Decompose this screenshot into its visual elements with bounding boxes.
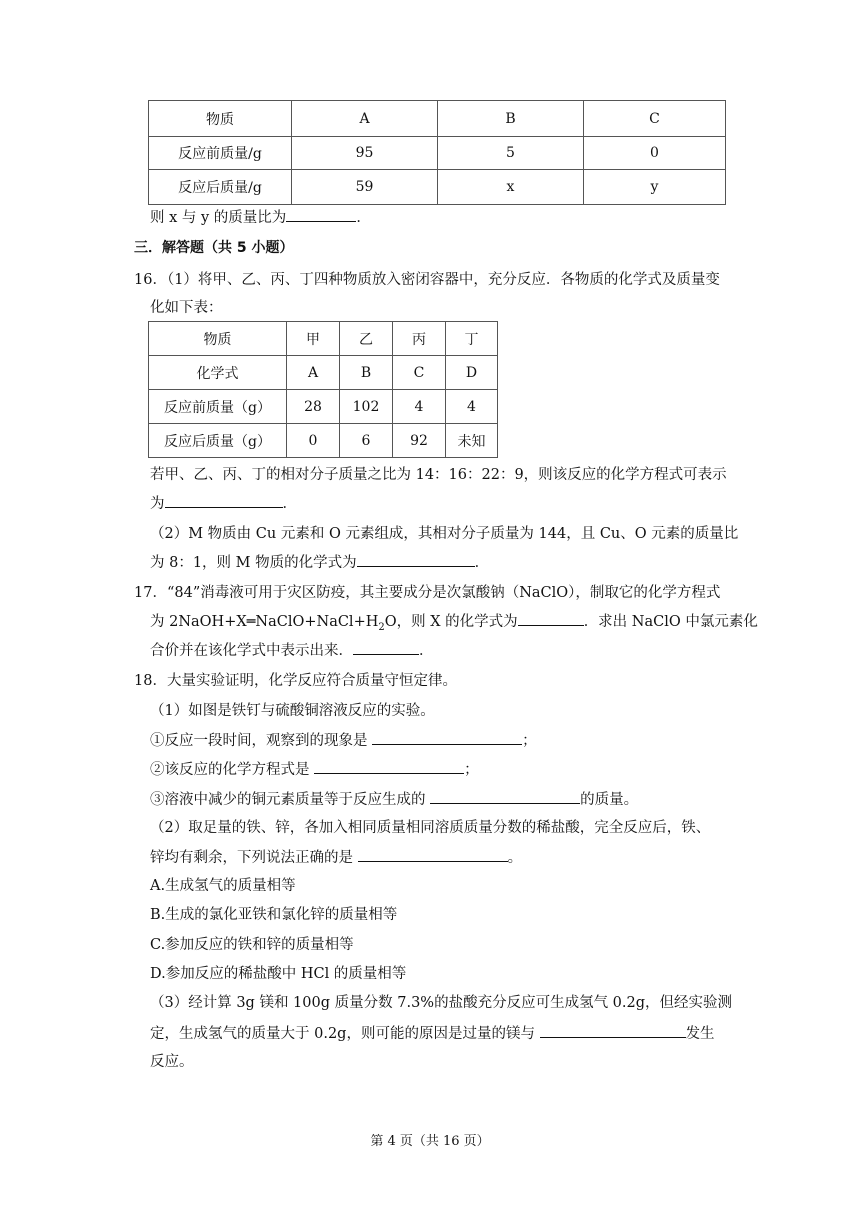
table-cell: 丁 xyxy=(446,322,498,356)
table-cell: 28 xyxy=(287,390,340,424)
option-b: B.生成的氯化亚铁和氯化锌的质量相等 xyxy=(150,907,398,923)
answer-blank[interactable] xyxy=(540,1023,686,1038)
table-header-row xyxy=(149,322,498,356)
table-cell: A xyxy=(292,101,438,137)
q16-line-1: 16．（1）将甲、乙、丙、丁四种物质放入密闭容器中，充分反应．各物质的化学式及质量变 xyxy=(134,272,720,288)
q18-sub2 xyxy=(150,759,479,780)
table-cell: 6 xyxy=(340,424,393,458)
question-text: 定，生成氢气的质量大于 0.2g，则可能的原因是过量的镁与 xyxy=(150,1026,535,1042)
q18-sub1 xyxy=(150,730,537,751)
question-text: ． xyxy=(356,210,371,226)
question-text: 则 x 与 y 的质量比为 xyxy=(150,210,287,226)
q16-line-2: 化如下表： xyxy=(150,300,223,316)
table-header-row xyxy=(149,101,726,137)
table-cell: C xyxy=(393,356,446,390)
q17-line-2 xyxy=(150,611,758,638)
table-row xyxy=(149,170,726,205)
table-cell: 反应后质量（g） xyxy=(149,424,287,458)
table-cell: y xyxy=(584,170,726,205)
q16-line-3: 若甲、乙、丙、丁的相对分子质量之比为 14：16：22：9，则该反应的化学方程式可表示 xyxy=(150,467,727,483)
table-cell: 5 xyxy=(438,137,584,170)
table-cell: 102 xyxy=(340,390,393,424)
table-cell: 反应后质量/g xyxy=(149,170,292,205)
question-text: 为 2NaOH+X═NaClO+NaCl+H xyxy=(150,614,379,630)
section-heading: 三．解答题（共 5 小题） xyxy=(134,240,294,256)
question-text: ②该反应的化学方程式是 xyxy=(150,762,310,778)
table-cell: 反应前质量（g） xyxy=(149,390,287,424)
mass-table-q15 xyxy=(148,100,726,205)
question-text: 为 8：1，则 M 物质的化学式为 xyxy=(150,555,357,571)
table-cell: 丙 xyxy=(393,322,446,356)
question-text: ； xyxy=(522,733,537,749)
table-cell: C xyxy=(584,101,726,137)
question-text: ． xyxy=(474,555,490,571)
table-row xyxy=(149,356,498,390)
q17-line-1: 17．“84”消毒液可用于灾区防疫，其主要成分是次氯酸钠（NaClO），制取它的化学方程式 xyxy=(134,585,721,601)
table-cell: 95 xyxy=(292,137,438,170)
answer-blank[interactable] xyxy=(372,730,522,745)
question-text: 发生 xyxy=(685,1026,715,1042)
q18-line-1: 18．大量实验证明，化学反应符合质量守恒定律。 xyxy=(134,673,457,689)
answer-blank[interactable] xyxy=(314,759,464,774)
q18-part2-line-1: （2）取足量的铁、锌，各加入相同质量相同溶质质量分数的稀盐酸，完全反应后，铁、 xyxy=(150,820,711,836)
answer-blank[interactable] xyxy=(430,789,580,804)
table-cell: 反应前质量/g xyxy=(149,137,292,170)
question-text: ．求出 NaClO 中氯元素化 xyxy=(583,614,758,630)
answer-blank[interactable] xyxy=(357,552,475,567)
table-cell: 物质 xyxy=(149,101,292,137)
table-cell: 甲 xyxy=(287,322,340,356)
table-cell: 4 xyxy=(393,390,446,424)
question-text: 的质量。 xyxy=(580,792,639,808)
table-cell: 59 xyxy=(292,170,438,205)
q16-part2-line-1: （2）M 物质由 Cu 元素和 O 元素组成，其相对分子质量为 144，且 Cu、O 元素的质量比 xyxy=(150,526,739,542)
table-cell: B xyxy=(340,356,393,390)
question-text: ③溶液中减少的铜元素质量等于反应生成的 xyxy=(150,792,426,808)
question-text: ． xyxy=(419,643,434,659)
table-cell: 0 xyxy=(584,137,726,170)
answer-blank[interactable] xyxy=(358,847,508,862)
q18-part2-line-2 xyxy=(150,847,522,868)
q18-sub3 xyxy=(150,789,638,810)
answer-blank[interactable] xyxy=(353,640,419,655)
q18-part3-line-2 xyxy=(150,1023,715,1044)
answer-blank[interactable] xyxy=(518,611,584,626)
question-text: ； xyxy=(464,762,479,778)
page-footer: 第 4 页（共 16 页） xyxy=(370,1134,490,1149)
question-text: 锌均有剩余，下列说法正确的是 xyxy=(150,850,353,866)
q16-part2-line-2 xyxy=(150,552,489,573)
question-text: ①反应一段时间，观察到的现象是 xyxy=(150,733,368,749)
table-row xyxy=(149,137,726,170)
option-d: D.参加反应的稀盐酸中 HCl 的质量相等 xyxy=(150,966,407,982)
q16-line-4 xyxy=(150,493,297,514)
table-cell: 物质 xyxy=(149,322,287,356)
table-cell: D xyxy=(446,356,498,390)
q18-part3-line-3: 反应。 xyxy=(150,1054,194,1070)
subscript: 2 xyxy=(378,621,385,633)
question-text: O，则 X 的化学式为 xyxy=(384,614,518,630)
question-text: 。 xyxy=(507,850,523,866)
option-a: A.生成氢气的质量相等 xyxy=(150,878,296,894)
q18-part1: （1）如图是铁钉与硫酸铜溶液反应的实验。 xyxy=(150,703,435,719)
question-text: 合价并在该化学式中表示出来． xyxy=(150,643,353,659)
table-cell: 0 xyxy=(287,424,340,458)
option-c: C.参加反应的铁和锌的质量相等 xyxy=(150,937,354,953)
table-cell: x xyxy=(438,170,584,205)
q18-part3-line-1: （3）经计算 3g 镁和 100g 质量分数 7.3%的盐酸充分反应可生成氢气 0.2g，但经实验测 xyxy=(150,995,733,1011)
table-row xyxy=(149,424,498,458)
table-cell: 92 xyxy=(393,424,446,458)
table-cell: B xyxy=(438,101,584,137)
mass-table-q16 xyxy=(148,321,498,458)
table-row xyxy=(149,390,498,424)
table-cell: 未知 xyxy=(446,424,498,458)
table-cell: A xyxy=(287,356,340,390)
question-text: 为 xyxy=(150,496,165,512)
answer-blank[interactable] xyxy=(286,207,356,222)
q17-line-3 xyxy=(150,640,434,661)
table-cell: 乙 xyxy=(340,322,393,356)
table-cell: 化学式 xyxy=(149,356,287,390)
q15-answer-line xyxy=(150,207,371,228)
table-cell: 4 xyxy=(446,390,498,424)
question-text: ． xyxy=(282,496,297,512)
answer-blank[interactable] xyxy=(165,493,283,508)
